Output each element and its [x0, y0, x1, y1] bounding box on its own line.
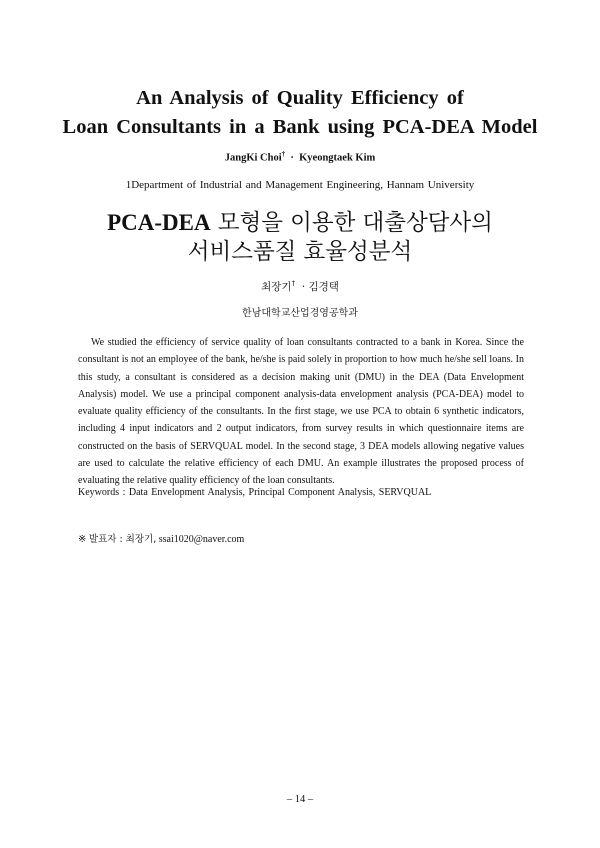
note-mark: ※: [78, 534, 87, 545]
presenter-label: 발표자 : 최장기,: [88, 534, 157, 545]
presenter-email: ssai1020@naver.com: [158, 534, 245, 545]
english-affiliation: 1Department of Industrial and Management Engineering, Hannam University: [125, 179, 475, 191]
korean-title-line-2: 서비스품질 효율성분석: [187, 239, 413, 265]
korean-affiliation: 한남대학교산업경영공학과: [242, 308, 358, 319]
korean-title: [30, 208, 570, 267]
author-2-name: Kyeongtaek Kim: [299, 152, 376, 164]
korean-author-1-name: 최장기: [261, 281, 292, 293]
korean-author-separator: ·: [301, 281, 306, 293]
keywords: [78, 487, 538, 498]
keywords-text: Data Envelopment Analysis, Principal Component Analysis, SERVQUAL: [128, 487, 432, 498]
corresponding-author-mark: †: [281, 150, 286, 158]
korean-title-line-1-text: 모형을 이용한 대출상담사의: [210, 210, 493, 236]
korean-title-line-1: [30, 208, 570, 238]
korean-author-2-name: 김경택: [308, 281, 339, 293]
author-1-name: JangKi Choi: [224, 152, 282, 164]
keywords-label: Keywords: [78, 487, 120, 498]
presenter-note: [78, 531, 538, 545]
page-number: – 14 –: [286, 794, 314, 805]
abstract: We studied the efficiency of service quality of loan consultants contracted to a bank in Korea. Since the consultant is not an employee of the bank, he/she is paid solely in proportion to how much he/she sell loans. In this study, a consultant is considered as a decision making unit (DMU) in the DEA (Data Envelopment Analysis) model. We use a principal component analysis-data envelopment analysis (PCA-DEA) model to evaluate quality efficiency of the consultants. In the first stage, we use PCA to obtain 6 synthetic indicators, including 4 input indicators and 2 output indicators, from survey results in which questionnaire items are constructed on the basis of SERVQUAL model. In the second stage, 3 DEA models allowing negative values are used to calculate the relative efficiency of each DMU. An example illustrates the proposed process of evaluating the relative quality efficiency of the loan consultants.: [78, 337, 524, 487]
keywords-colon: :: [122, 487, 126, 498]
english-title-line-2: Loan Consultants in a Bank using PCA-DEA Model: [62, 116, 538, 138]
korean-corresponding-author-mark: †: [291, 279, 296, 288]
korean-title-model-name: PCA-DEA: [107, 210, 211, 235]
english-authors: [0, 150, 600, 164]
korean-authors: [0, 279, 600, 294]
english-title: [30, 84, 570, 142]
english-title-line-1: An Analysis of Quality Efficiency of: [136, 87, 464, 109]
author-separator: ·: [290, 152, 294, 164]
